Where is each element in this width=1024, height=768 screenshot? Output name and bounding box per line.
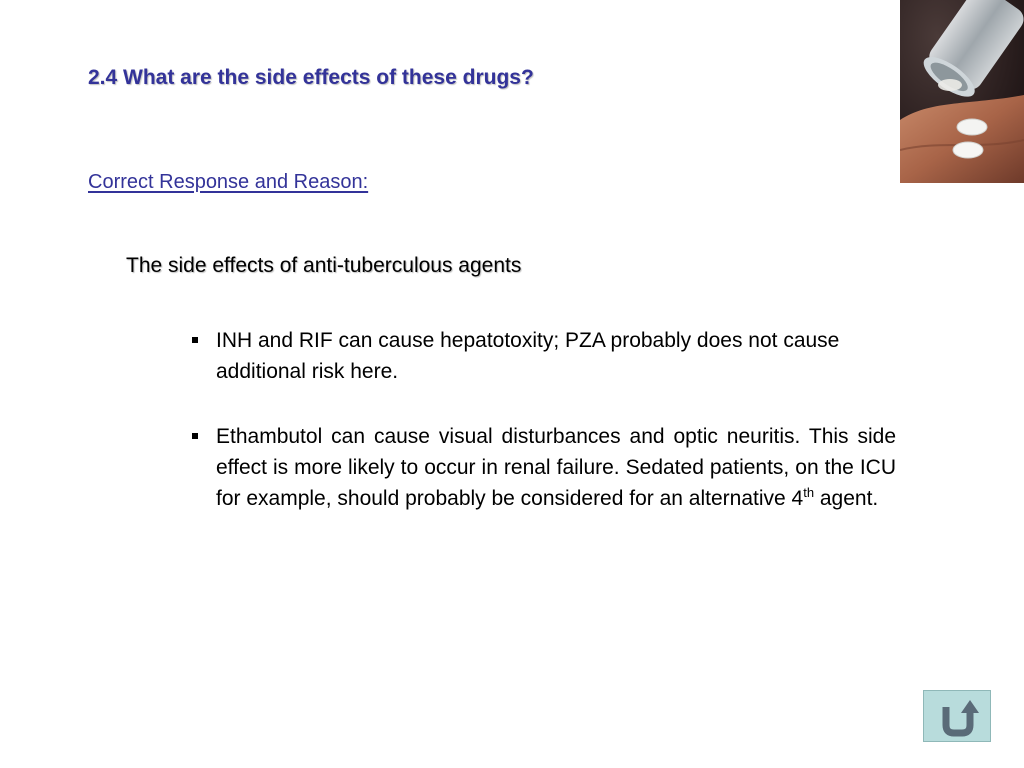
bullet-text-end: agent. — [814, 487, 879, 510]
bullet-text: INH and RIF can cause hepatotoxity; PZA probably does not cause additional risk here. — [216, 329, 840, 383]
intro-text: The side effects of anti-tuberculous agents — [126, 254, 522, 277]
bullet-list — [186, 325, 896, 548]
ordinal-superscript: th — [803, 485, 815, 500]
return-button[interactable] — [923, 690, 991, 742]
slide-title: 2.4 What are the side effects of these drugs? — [88, 66, 534, 89]
pill-bottle-photo — [900, 0, 1024, 183]
square-bullet-icon — [192, 337, 198, 343]
u-turn-return-arrow-icon — [924, 691, 992, 743]
bullet-text-main: Ethambutol can cause visual disturbances and optic neuritis. This side effect is more likely to occur in renal failure. Sedated patients, on the ICU for example, should probably be considered for an alternative 4 — [216, 425, 896, 510]
correct-response-heading: Correct Response and Reason: — [88, 171, 369, 193]
bullet-item-hepatotoxicity — [186, 325, 896, 387]
bullet-item-ethambutol — [186, 421, 896, 514]
square-bullet-icon — [192, 433, 198, 439]
bullet-text — [216, 421, 896, 514]
